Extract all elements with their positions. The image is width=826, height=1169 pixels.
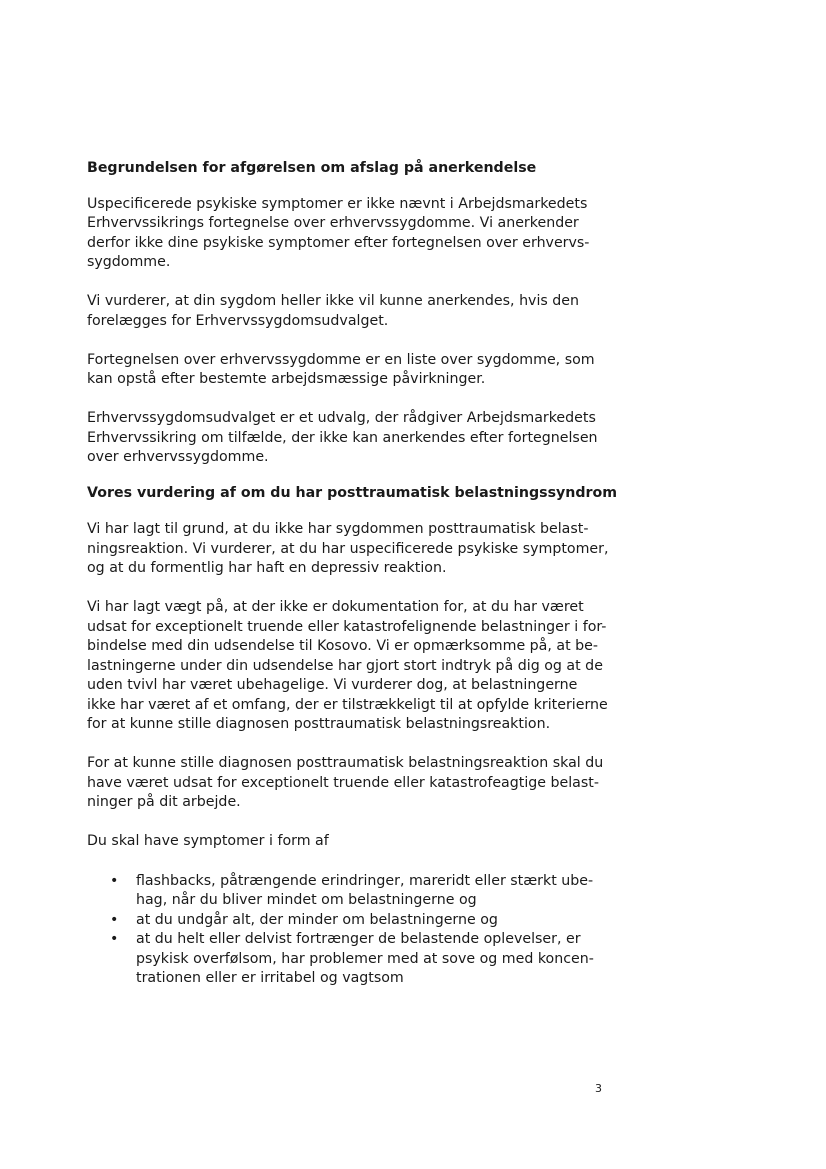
text-line: udsat for exceptionelt truende eller katastrofelignende belastninger i for- (87, 618, 607, 635)
text-line: Vi har lagt vægt på, at der ikke er dokumentation for, at du har været (87, 599, 584, 615)
text-line: sygdomme. (87, 254, 171, 270)
text-line: ikke har været af et omfang, der er tilstrækkeligt til at opfylde kriterierne (87, 696, 608, 713)
paragraph (87, 520, 617, 579)
text-line: Erhvervssikring om tilfælde, der ikke kan anerkendes efter fortegnelsen (87, 429, 598, 446)
text-line: ninger på dit arbejde. (87, 794, 241, 810)
text-line: Fortegnelsen over erhvervssygdomme er en liste over sygdomme, som (87, 351, 595, 368)
paragraph (87, 351, 617, 390)
text-line: For at kunne stille diagnosen posttraumatisk belastningsreaktion skal du (87, 755, 604, 771)
text-line: Vi har lagt til grund, at du ikke har sygdommen posttraumatisk belast- (87, 521, 589, 537)
text-line: Erhvervssikrings fortegnelse over erhvervssygdomme. Vi anerkender (87, 215, 579, 231)
text-line: og at du formentlig har haft en depressiv reaktion. (87, 560, 447, 576)
text-line: ningsreaktion. Vi vurderer, at du har uspecificerede psykiske symptomer, (87, 540, 609, 557)
document-body (87, 159, 617, 989)
text-line: Erhvervssygdomsudvalget er et udvalg, der rådgiver Arbejdsmarkedets (87, 410, 596, 426)
text-line: at du undgår alt, der minder om belastningerne og (136, 911, 498, 928)
text-line: forelægges for Erhvervssygdomsudvalget. (87, 312, 389, 329)
text-line: lastningerne under din udsendelse har gjort stort indtryk på dig og at de (87, 657, 603, 674)
paragraph (87, 598, 617, 735)
bullet-icon: • (110, 931, 119, 947)
text-line: Du skal have symptomer i form af (87, 833, 329, 849)
symptom-list (87, 872, 617, 989)
text-line: uden tvivl har været ubehagelige. Vi vurderer dog, at belastningerne (87, 677, 578, 693)
text-line: have været udsat for exceptionelt truende eller katastrofeagtige belast- (87, 774, 599, 791)
text-line: derfor ikke dine psykiske symptomer efter fortegnelsen over erhvervs- (87, 234, 590, 251)
text-line: hag, når du bliver mindet om belastningerne og (136, 892, 477, 908)
text-line: trationen eller er irritabel og vagtsom (136, 970, 404, 986)
text-line: over erhvervssygdomme. (87, 449, 269, 465)
text-line: for at kunne stille diagnosen posttraumatisk belastningsreaktion. (87, 716, 551, 732)
paragraph (87, 409, 617, 468)
paragraph (87, 832, 617, 852)
text-line: Vi vurderer, at din sygdom heller ikke vil kunne anerkendes, hvis den (87, 293, 580, 309)
text-line: psykisk overfølsom, har problemer med at sove og med koncen- (136, 950, 594, 967)
text-line: flashbacks, påtrængende erindringer, mareridt eller stærkt ube- (136, 872, 594, 889)
list-item (87, 930, 617, 989)
section-heading-assessment: Vores vurdering af om du har posttraumatisk belastningssyndrom (87, 484, 618, 501)
text-line: at du helt eller delvist fortrænger de belastende oplevelser, er (136, 931, 581, 947)
bullet-icon: • (110, 872, 119, 889)
list-item (87, 911, 617, 931)
text-line: kan opstå efter bestemte arbejdsmæssige påvirkninger. (87, 371, 486, 387)
page-number: 3 (595, 1082, 602, 1095)
section-heading-decision: Begrundelsen for afgørelsen om afslag på anerkendelse (87, 160, 537, 176)
paragraph (87, 292, 617, 331)
paragraph (87, 754, 617, 813)
text-line: Uspecificerede psykiske symptomer er ikke nævnt i Arbejdsmarkedets (87, 195, 588, 212)
list-item (87, 872, 617, 911)
text-line: bindelse med din udsendelse til Kosovo. Vi er opmærksomme på, at be- (87, 638, 599, 654)
paragraph (87, 195, 617, 273)
bullet-icon: • (110, 911, 119, 928)
